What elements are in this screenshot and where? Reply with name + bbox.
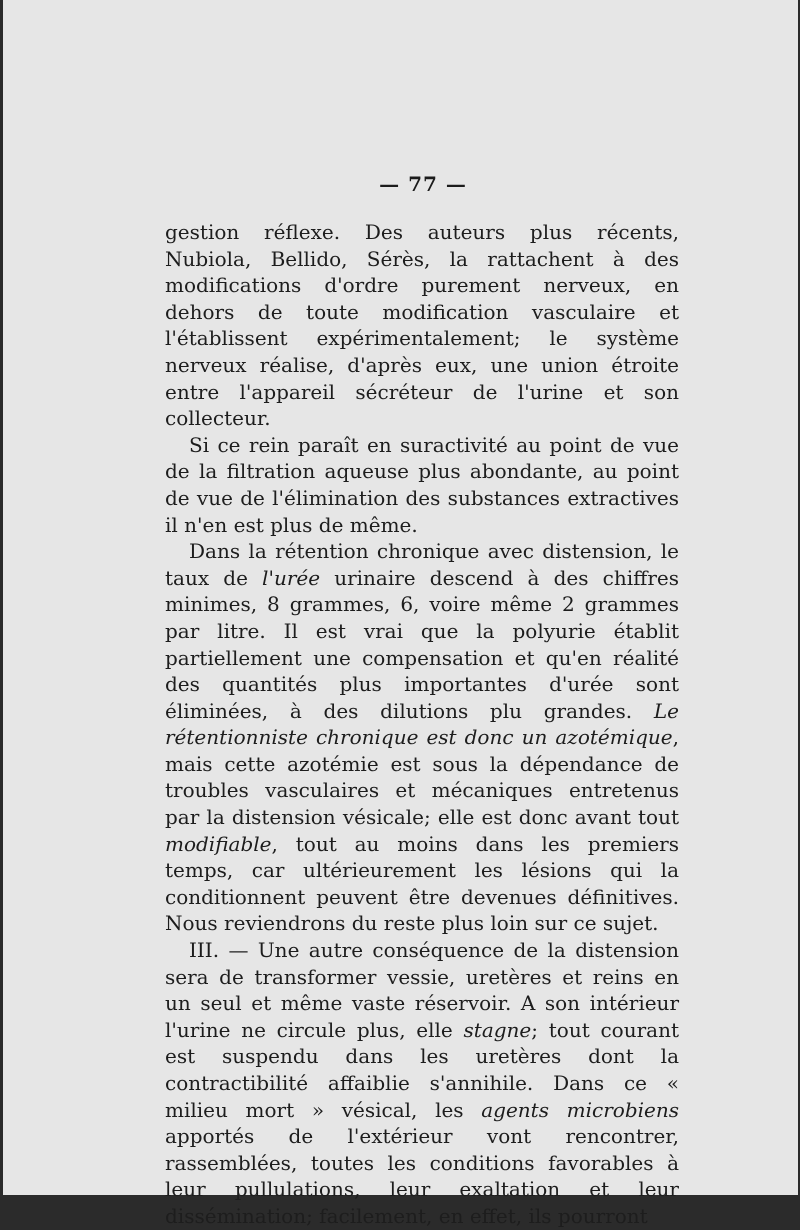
text-segment: , mais cette azotémie est sous la dépendance de troubles vasculaires et mécaniques entretenus par la distension vésicale; elle est donc avant tout bbox=[165, 725, 679, 830]
book-page bbox=[3, 0, 798, 1228]
text-segment: urinaire descend à des chiffres minimes, 8 grammes, 6, voire même 2 grammes par litre. Il est vrai que la polyurie établit partiellement une compensation et qu'en réalité des quantités plus importantes d'urée sont éliminées, à des dilutions plu grandes. bbox=[165, 565, 679, 723]
italic-phrase: Le rétentionniste chronique est donc un azotémique bbox=[165, 698, 679, 750]
paragraph-1 bbox=[165, 219, 679, 432]
paragraph-2 bbox=[165, 432, 679, 538]
text-segment: , tout au moins dans les premiers temps, car ultérieurement les lésions qui la conditionnent peuvent être devenues définitives. Nous reviendrons du reste plus loin sur ce sujet. bbox=[165, 831, 679, 936]
italic-term: modifiable bbox=[165, 831, 272, 856]
text-segment: apportés de l'extérieur vont rencontrer, rassemblées, toutes les conditions favorables à leur pullulations, leur exaltation et leur dissémination; facilement, en effet, ils pourront bbox=[165, 1124, 679, 1228]
text-segment: gestion réflexe. Des auteurs plus récents, Nubiola, Bellido, Sérès, la rattachent à des modifications d'ordre purement nerveux, en dehors de toute modification vasculaire et l'établissent expérimentalement; le système nerveux réalise, d'après eux, une union étroite entre l'appareil sécréteur de l'urine et son collecteur. bbox=[165, 220, 679, 431]
text-segment: Dans la rétention chronique avec distension, le taux de bbox=[165, 539, 679, 590]
page-number: — 77 — bbox=[379, 172, 467, 196]
text-segment: Si ce rein paraît en suractivité au point de vue de la filtration aqueuse plus abondante, au point de vue de l'élimination des substances extractives il n'en est plus de même. bbox=[165, 432, 679, 537]
italic-term: stagne bbox=[463, 1017, 532, 1042]
text-segment: III. — Une autre conséquence de la distension sera de transformer vessie, uretères et reins en un seul et même vaste réservoir. A son intérieur l'urine ne circule plus, elle bbox=[165, 938, 679, 1042]
text-segment: ; tout courant est suspendu dans les uretères dont la contractibilité affaiblie s'annihile. Dans ce « milieu mort » vésical, les bbox=[165, 1017, 680, 1122]
paragraph-4 bbox=[165, 937, 679, 1230]
paragraph-3 bbox=[165, 538, 679, 937]
italic-term: l'urée bbox=[262, 565, 321, 590]
body-text bbox=[165, 219, 679, 1230]
italic-phrase: agents microbiens bbox=[481, 1097, 679, 1122]
